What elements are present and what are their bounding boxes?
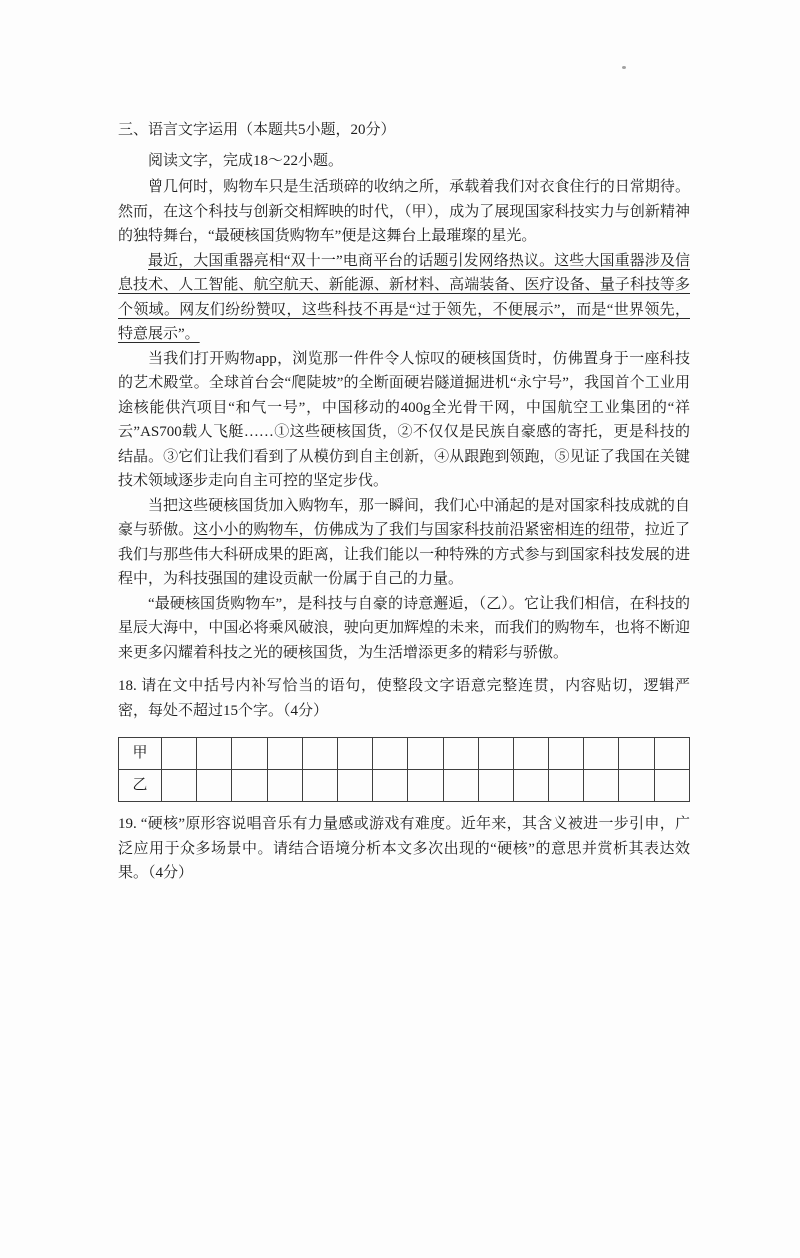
passage-paragraph <box>118 249 690 347</box>
answer-grid-row <box>119 770 690 802</box>
answer-cell <box>408 770 443 802</box>
answer-cell <box>373 770 408 802</box>
answer-cell <box>513 738 548 770</box>
question-19: 19. “硬核”原形容说唱音乐有力量感或游戏有难度。近年来，其含义被进一步引申，广泛应用于众多场景中。请结合语境分析本文多次出现的“硬核”的意思并赏析其表达效果。（4分） <box>118 816 690 881</box>
answer-row-label: 甲 <box>119 738 162 770</box>
passage-paragraph <box>118 175 690 249</box>
answer-cell <box>267 738 302 770</box>
answer-cell <box>478 770 513 802</box>
exam-content <box>118 118 690 886</box>
answer-cell <box>373 738 408 770</box>
answer-cell <box>337 738 372 770</box>
answer-cell <box>232 770 267 802</box>
answer-cell <box>302 770 337 802</box>
answer-cell <box>162 738 197 770</box>
answer-grid <box>118 737 690 802</box>
answer-cell <box>443 738 478 770</box>
answer-cell <box>337 770 372 802</box>
answer-cell <box>478 738 513 770</box>
underlined-text: 这小小的购物车，仿佛成为了我们与国家科技前沿紧密相连的纽带 <box>193 522 630 538</box>
passage <box>118 175 690 665</box>
answer-row-label: 乙 <box>119 770 162 802</box>
answer-cell <box>197 770 232 802</box>
answer-cell <box>302 738 337 770</box>
answer-cell <box>654 738 689 770</box>
passage-text: 曾几何时，购物车只是生活琐碎的收纳之所，承载着我们对衣食住行的日常期待。然而，在这个科技与创新交相辉映的时代，（甲），成为了展现国家科技实力与创新精神的独特舞台，“最硬核国货购物车”便是这舞台上最璀璨的星光。 <box>118 179 690 244</box>
answer-cell <box>162 770 197 802</box>
answer-cell <box>513 770 548 802</box>
answer-cell <box>654 770 689 802</box>
answer-cell <box>584 738 619 770</box>
answer-grid-row <box>119 738 690 770</box>
passage-text: 当我们打开购物app，浏览那一件件令人惊叹的硬核国货时，仿佛置身于一座科技的艺术殿堂。全球首台会“爬陡坡”的全断面硬岩隧道掘进机“永宁号”，我国首个工业用途核能供汽项目“和气一号”，中国移动的400g全光骨干网，中国航空工业集团的“祥云”AS700载人飞艇……①这些硬核国货，②不仅仅是民族自豪感的寄托，更是科技的结晶。③它们让我们看到了从模仿到自主创新，④从跟跑到领跑，⑤见证了我国在关键技术领域逐步走向自主可控的坚定步伐。 <box>118 350 690 489</box>
answer-cell <box>443 770 478 802</box>
passage-paragraph <box>118 592 690 666</box>
question-18: 18. 请在文中括号内补写恰当的语句，使整段文字语意完整连贯，内容贴切，逻辑严密，每处不超过15个字。（4分） <box>118 678 690 719</box>
answer-cell <box>549 770 584 802</box>
answer-cell <box>408 738 443 770</box>
scan-artifact-dot <box>622 66 626 69</box>
answer-cell <box>197 738 232 770</box>
answer-cell <box>584 770 619 802</box>
section-title: 三、语言文字运用（本题共5小题，20分） <box>118 122 396 138</box>
passage-text: ，拉近了我们与那些伟大科研成果的距离，让我们能以一种特殊的方式参与到国家科技发展的进程中，为科技强国的建设贡献一份属于自己的力量。 <box>118 522 690 587</box>
answer-cell <box>549 738 584 770</box>
underlined-text: 最近，大国重器亮相“双十一”电商平台的话题引发网络热议。这些大国重器涉及信息技术、人工智能、航空航天、新能源、新材料、高端装备、医疗设备、量子科技等多个领域。网友们纷纷赞叹，这些科技不再是“过于领先，不便展示”，而是“世界领先，特意展示”。 <box>118 252 690 342</box>
answer-cell <box>232 738 267 770</box>
reading-instruction: 阅读文字，完成18～22小题。 <box>148 152 344 169</box>
passage-paragraph <box>118 347 690 494</box>
answer-cell <box>619 770 654 802</box>
answer-cell <box>619 738 654 770</box>
passage-text: “最硬核国货购物车”，是科技与自豪的诗意邂逅，（乙）。它让我们相信，在科技的星辰大海中，中国必将乘风破浪，驶向更加辉煌的未来，而我们的购物车，也将不断迎来更多闪耀着科技之光的硬核国货，为生活增添更多的精彩与骄傲。 <box>118 595 690 661</box>
answer-cell <box>267 770 302 802</box>
answer-grid-body <box>119 738 690 802</box>
passage-text: 当把这些硬核国货加入购物车，那一瞬间，我们心中涌起的是对国家科技成就的自豪与骄傲。 <box>118 497 690 538</box>
passage-paragraph <box>118 494 690 592</box>
